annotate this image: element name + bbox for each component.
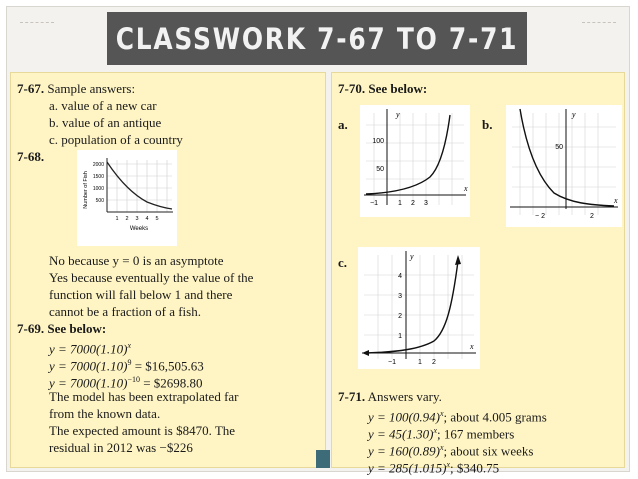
row-2-eq: y = 45(1.30) [368, 426, 434, 442]
row-3-exp: x [439, 443, 444, 452]
graph-a-xtick-neg1: −1 [370, 200, 378, 207]
graph-b-ylabel: y [572, 110, 576, 119]
graph-c-ylabel: y [410, 252, 414, 261]
problem-770 [338, 81, 427, 97]
row-4-exp: x [446, 460, 451, 469]
problem-767-item-a: a. value of a new car [49, 98, 157, 113]
row-1-answer: ; about 4.005 grams [443, 409, 547, 425]
eq-3-base: y = 7000(1.10) [49, 375, 128, 391]
problem-767-item-b: b. value of an antique [49, 115, 162, 130]
fish-xtick-3: 3 [135, 216, 139, 222]
graph-a-ylabel: y [396, 110, 400, 119]
fish-ytick-2000: 2000 [92, 162, 104, 168]
corner-mark-tr [582, 22, 616, 23]
row-3-answer: ; about six weeks [443, 443, 534, 459]
problem-769-line-3: The expected amount is $8470. The [49, 423, 236, 438]
eq-3-result: = $2698.80 [139, 375, 203, 391]
graph-b-xtick-neg2: − 2 [535, 213, 545, 220]
fish-ytick-500: 500 [95, 198, 104, 204]
fish-xtick-5: 5 [155, 216, 159, 222]
graph-a-xtick-3: 3 [424, 200, 428, 207]
problem-767-label: 7-67. [17, 81, 45, 96]
eq-2-result: = $16,505.63 [131, 358, 204, 374]
problem-771-row [368, 457, 499, 476]
fish-xtick-2: 2 [125, 216, 129, 222]
row-4-answer: ; $340.75 [450, 460, 500, 476]
row-1-eq: y = 100(0.94) [368, 409, 440, 425]
graph-c-xtick-1: 1 [418, 359, 422, 366]
problem-769-line-1: The model has been extrapolated far [49, 389, 239, 404]
row-2-exp: x [433, 426, 438, 435]
corner-mark-tl [20, 22, 54, 23]
row-1-exp: x [439, 409, 444, 418]
eq-3-exponent: −10 [127, 375, 140, 384]
title-banner [107, 12, 527, 65]
graph-b [506, 105, 622, 227]
row-3-eq: y = 160(0.89) [368, 443, 440, 459]
slide-title: CLASSWORK 7-67 TO 7-71 [115, 21, 519, 56]
fish-xtick-4: 4 [145, 216, 149, 222]
graph-c-xtick-neg1: −1 [388, 359, 396, 366]
graph-c [358, 247, 480, 369]
problem-767-item-c: c. population of a country [49, 132, 183, 147]
problem-768-line-3: function will fall below 1 and there [49, 287, 233, 302]
problem-771 [338, 389, 442, 405]
graph-b-xtick-2: 2 [590, 213, 594, 220]
graph-b-xlabel: x [614, 196, 618, 205]
graph-a-xtick-2: 2 [411, 200, 415, 207]
graph-c-xtick-2: 2 [432, 359, 436, 366]
problem-771-heading: Answers vary. [367, 389, 442, 404]
fish-ylabel: Number of Fish [83, 171, 89, 209]
graph-c-ytick-2: 2 [398, 313, 402, 320]
problem-769-line-2: from the known data. [49, 406, 161, 421]
problem-768-line-4: cannot be a fraction of a fish. [49, 304, 201, 319]
problem-767 [17, 81, 135, 97]
problem-768-label: 7-68. [17, 149, 45, 164]
graph-c-label: c. [338, 255, 348, 270]
eq-1-exponent: x [127, 341, 132, 350]
graph-a-xlabel: x [464, 184, 468, 193]
row-4-eq: y = 285(1.015) [368, 460, 447, 476]
graph-a-ytick-100: 100 [372, 138, 384, 145]
graph-a-label: a. [338, 117, 348, 132]
eq-2-base: y = 7000(1.10) [49, 358, 128, 374]
problem-769-heading: See below: [47, 321, 107, 336]
problem-768-line-1: No because y = 0 is an asymptote [49, 253, 224, 268]
problem-767-heading: Sample answers: [47, 81, 136, 96]
graph-b-ytick-50: 50 [555, 144, 563, 151]
accent-strip [316, 450, 330, 468]
right-answer-panel [331, 72, 625, 476]
graph-b-label: b. [482, 117, 493, 132]
problem-769-label: 7-69. [17, 321, 45, 336]
problem-768-line-2: Yes because eventually the value of the [49, 270, 254, 285]
graph-c-ytick-1: 1 [398, 333, 402, 340]
row-2-answer: ; 167 members [437, 426, 515, 442]
problem-770-label: 7-70. [338, 81, 366, 96]
graph-a [360, 105, 470, 217]
graph-a-xtick-1: 1 [398, 200, 402, 207]
problem-769 [17, 321, 106, 337]
fish-ytick-1500: 1500 [92, 174, 104, 180]
fish-decay-graph [77, 150, 177, 246]
problem-771-label: 7-71. [338, 389, 366, 404]
eq-2-exponent: 9 [127, 358, 132, 367]
graph-c-ytick-4: 4 [398, 273, 402, 280]
fish-xtick-1: 1 [115, 216, 119, 222]
graph-c-xlabel: x [470, 342, 474, 351]
eq-1-base: y = 7000(1.10) [49, 341, 128, 357]
fish-ytick-1000: 1000 [92, 186, 104, 192]
left-answer-panel [10, 72, 326, 468]
graph-c-ytick-3: 3 [398, 293, 402, 300]
problem-769-line-4: residual in 2012 was −$226 [49, 440, 193, 455]
problem-770-heading: See below: [368, 81, 428, 96]
graph-a-ytick-50: 50 [376, 166, 384, 173]
fish-xlabel: Weeks [129, 226, 149, 232]
